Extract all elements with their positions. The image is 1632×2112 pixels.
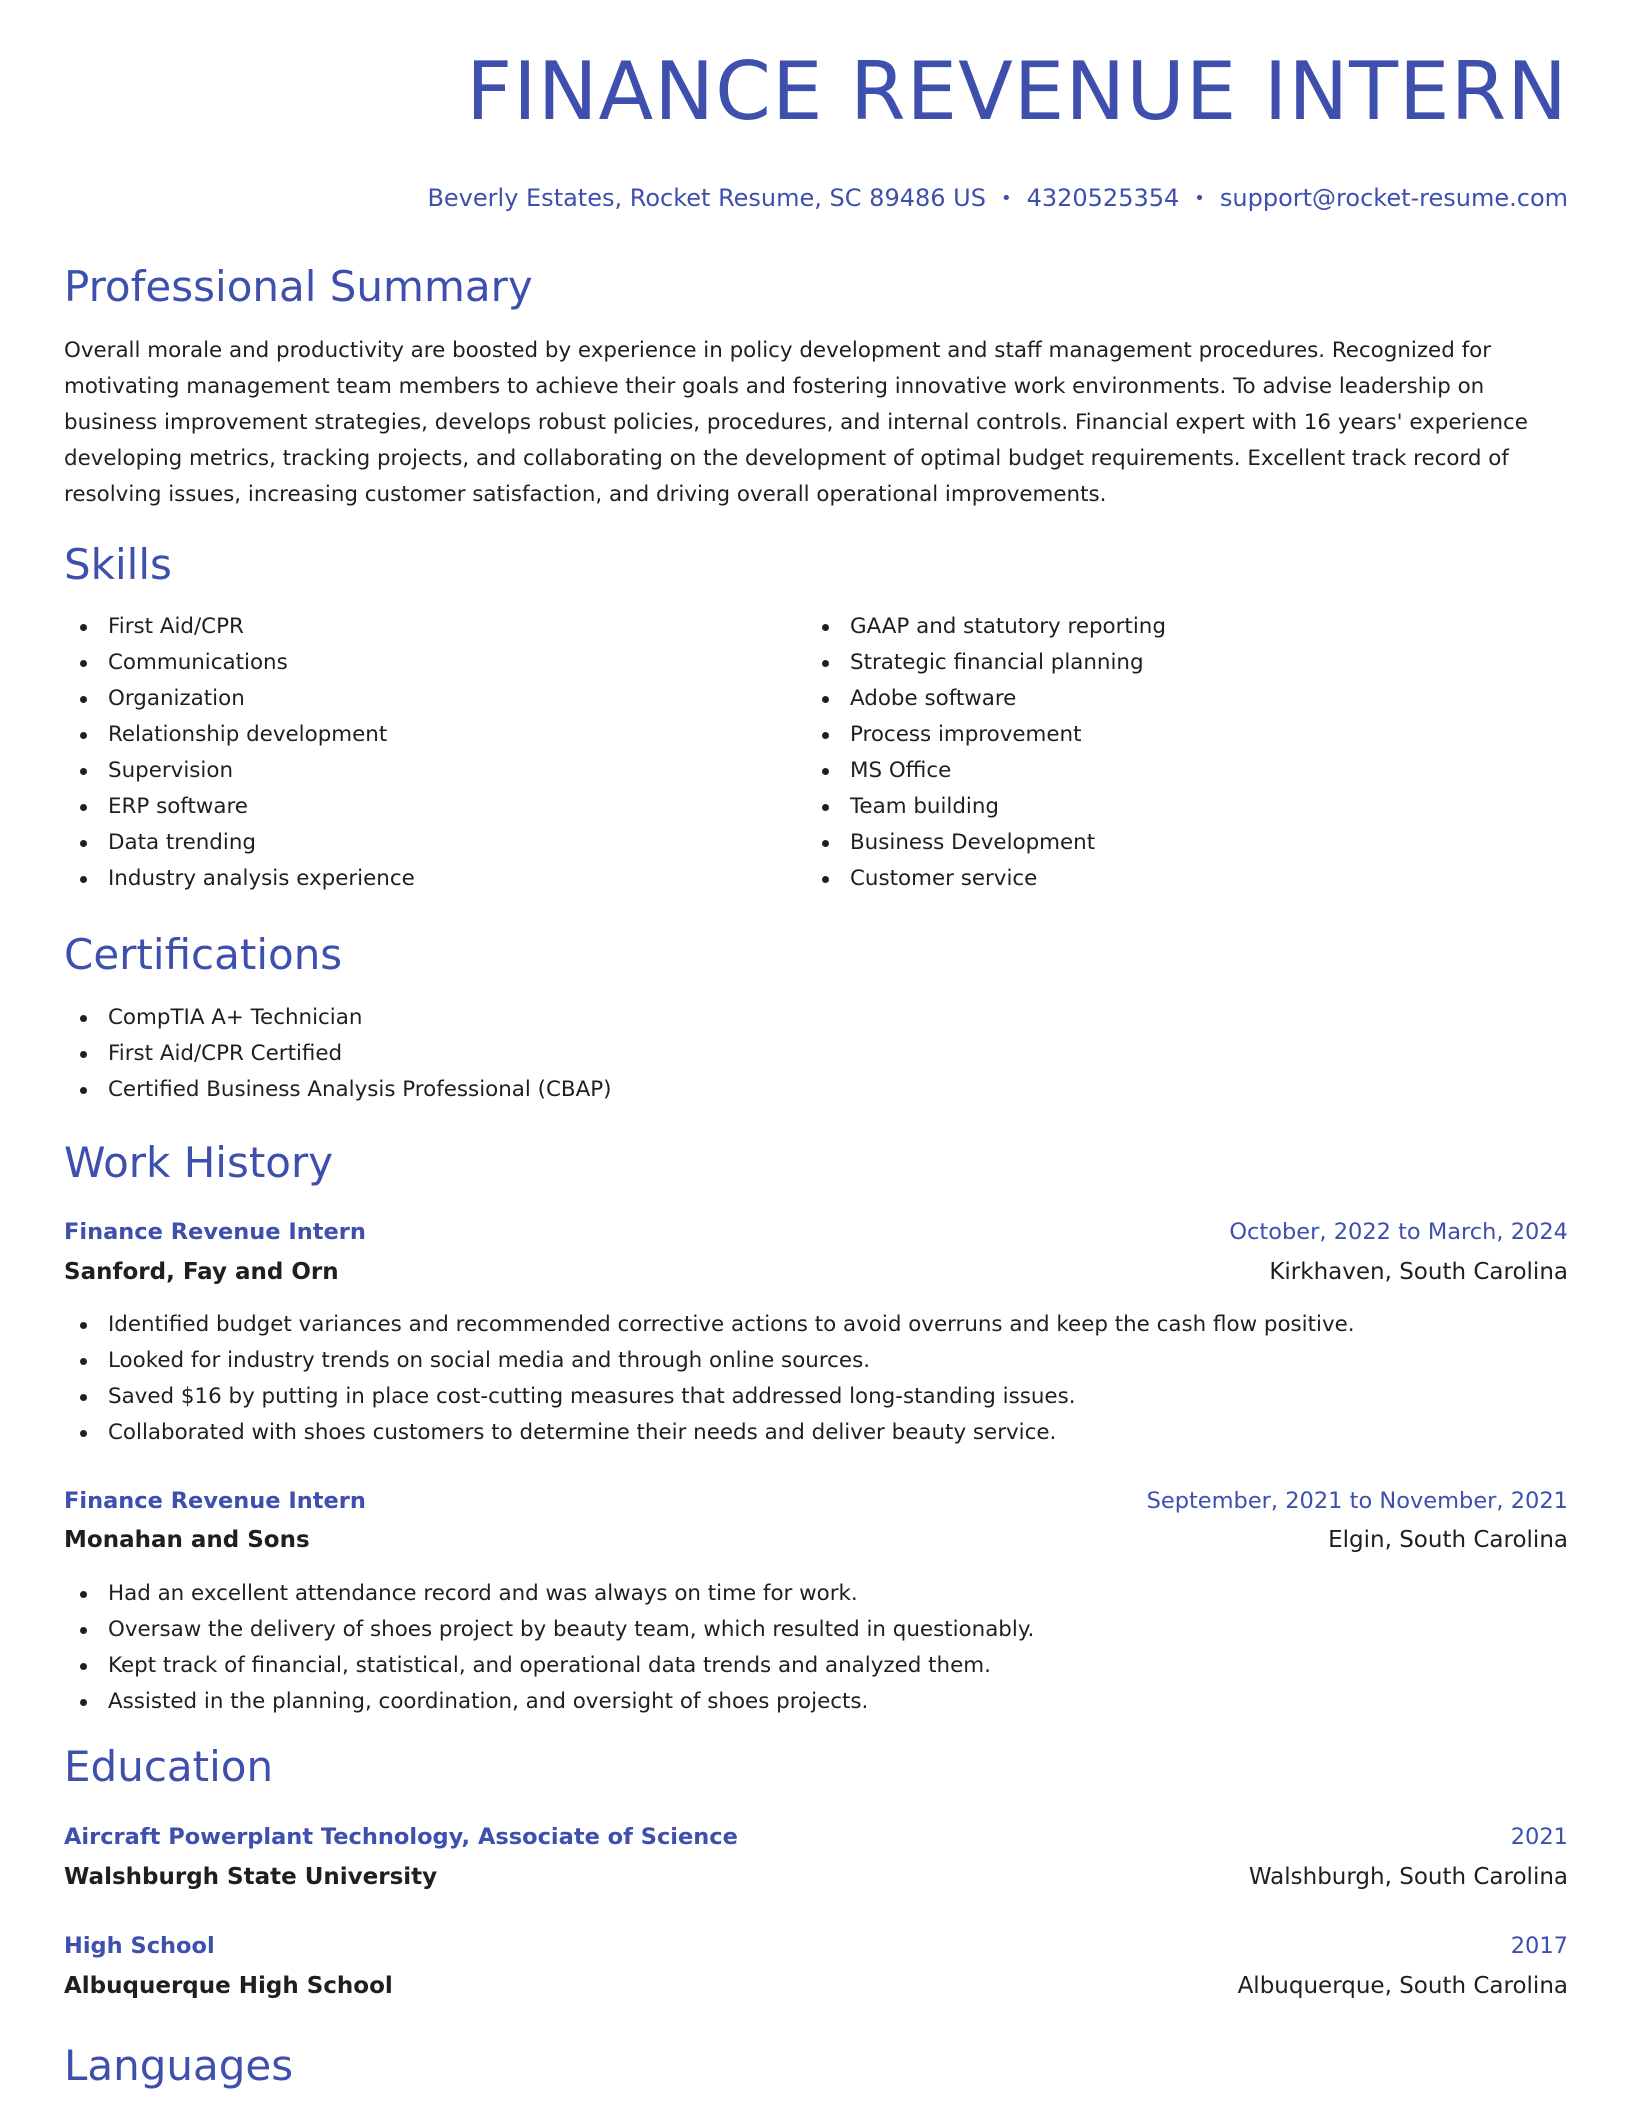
job-dates: September, 2021 to November, 2021 — [1146, 1488, 1568, 1514]
contact-separator: • — [1000, 188, 1012, 209]
skill-item: Communications — [64, 645, 415, 681]
job-title-row — [64, 1215, 1568, 1249]
certification-item: CompTIA A+ Technician — [64, 1000, 611, 1036]
summary-heading: Professional Summary — [64, 262, 533, 311]
skills-heading: Skills — [64, 540, 172, 589]
skill-item: First Aid/CPR — [64, 609, 415, 645]
skill-item: Strategic financial planning — [806, 645, 1166, 681]
education-school: Walshburgh State University — [64, 1864, 438, 1890]
contact-address: Beverly Estates, Rocket Resume, SC 89486 US — [427, 184, 986, 212]
education-school-row — [64, 1969, 1568, 2003]
job-title: Finance Revenue Intern — [64, 1488, 366, 1514]
job-company-row — [64, 1255, 1568, 1289]
job-bullet: Identified budget variances and recommended corrective actions to avoid overruns and keep the cash flow positive. — [64, 1307, 1355, 1343]
job-bullet: Kept track of financial, statistical, and operational data trends and analyzed them. — [64, 1648, 1034, 1684]
job-bullet: Oversaw the delivery of shoes project by beauty team, which resulted in questionably. — [64, 1612, 1034, 1648]
skill-item: ERP software — [64, 789, 415, 825]
job-bullet: Looked for industry trends on social media and through online sources. — [64, 1343, 1355, 1379]
candidate-name: FINANCE REVENUE INTERN — [466, 45, 1568, 138]
skill-item: Organization — [64, 681, 415, 717]
certification-item: Certified Business Analysis Professional (CBAP) — [64, 1072, 611, 1108]
education-location: Albuquerque, South Carolina — [1237, 1973, 1568, 1999]
languages-heading: Languages — [64, 2041, 294, 2090]
skill-item: Industry analysis experience — [64, 861, 415, 897]
skill-item: Customer service — [806, 861, 1166, 897]
job-bullet: Had an excellent attendance record and was always on time for work. — [64, 1576, 1034, 1612]
job-company-row — [64, 1523, 1568, 1557]
certifications-list — [64, 1000, 611, 1108]
job-dates: October, 2022 to March, 2024 — [1229, 1219, 1568, 1245]
contact-separator: • — [1194, 188, 1205, 209]
education-heading: Education — [64, 1742, 274, 1791]
skill-item: Process improvement — [806, 717, 1166, 753]
skills-list-right — [806, 609, 1166, 897]
job-location: Kirkhaven, South Carolina — [1269, 1259, 1568, 1285]
job-bullet: Assisted in the planning, coordination, and oversight of shoes projects. — [64, 1684, 1034, 1720]
summary-text: Overall morale and productivity are boosted by experience in policy development and staff management procedures. Recognized for motivating management team members to achieve their goals and fostering innovative work environments. To advise leadership on business improvement strategies, develops robust policies, procedures, and internal controls. Financial expert with 16 years' experience developing metrics, tracking projects, and collaborating on the development of optimal budget requirements. Excellent track record of resolving issues, increasing customer satisfaction, and driving overall operational improvements. — [64, 338, 1528, 507]
education-year: 2021 — [1510, 1824, 1568, 1850]
skill-item: Relationship development — [64, 717, 415, 753]
contact-email[interactable]: support@rocket-resume.com — [1219, 184, 1568, 212]
skill-item: Team building — [806, 789, 1166, 825]
education-school: Albuquerque High School — [64, 1973, 393, 1999]
skill-item: GAAP and statutory reporting — [806, 609, 1166, 645]
certifications-heading: Certifications — [64, 930, 343, 979]
education-school-row — [64, 1860, 1568, 1894]
contact-phone: 4320525354 — [1026, 184, 1180, 212]
job-title-row — [64, 1484, 1568, 1518]
skill-item: MS Office — [806, 753, 1166, 789]
education-degree-row — [64, 1929, 1568, 1963]
education-degree-row — [64, 1820, 1568, 1854]
work-history-heading: Work History — [64, 1138, 334, 1187]
education-degree: High School — [64, 1933, 215, 1959]
education-year: 2017 — [1510, 1933, 1568, 1959]
skills-list-left — [64, 609, 415, 897]
job-company: Sanford, Fay and Orn — [64, 1259, 339, 1285]
contact-line — [427, 183, 1568, 214]
job-bullets — [64, 1576, 1034, 1720]
job-bullet: Collaborated with shoes customers to determine their needs and deliver beauty service. — [64, 1415, 1355, 1451]
education-location: Walshburgh, South Carolina — [1248, 1864, 1568, 1890]
job-bullets — [64, 1307, 1355, 1451]
education-degree: Aircraft Powerplant Technology, Associate of Science — [64, 1824, 738, 1850]
certification-item: First Aid/CPR Certified — [64, 1036, 611, 1072]
skill-item: Data trending — [64, 825, 415, 861]
job-title: Finance Revenue Intern — [64, 1219, 366, 1245]
skill-item: Supervision — [64, 753, 415, 789]
job-company: Monahan and Sons — [64, 1527, 310, 1553]
job-bullet: Saved $16 by putting in place cost-cutting measures that addressed long-standing issues. — [64, 1379, 1355, 1415]
job-location: Elgin, South Carolina — [1328, 1527, 1568, 1553]
skill-item: Business Development — [806, 825, 1166, 861]
skill-item: Adobe software — [806, 681, 1166, 717]
